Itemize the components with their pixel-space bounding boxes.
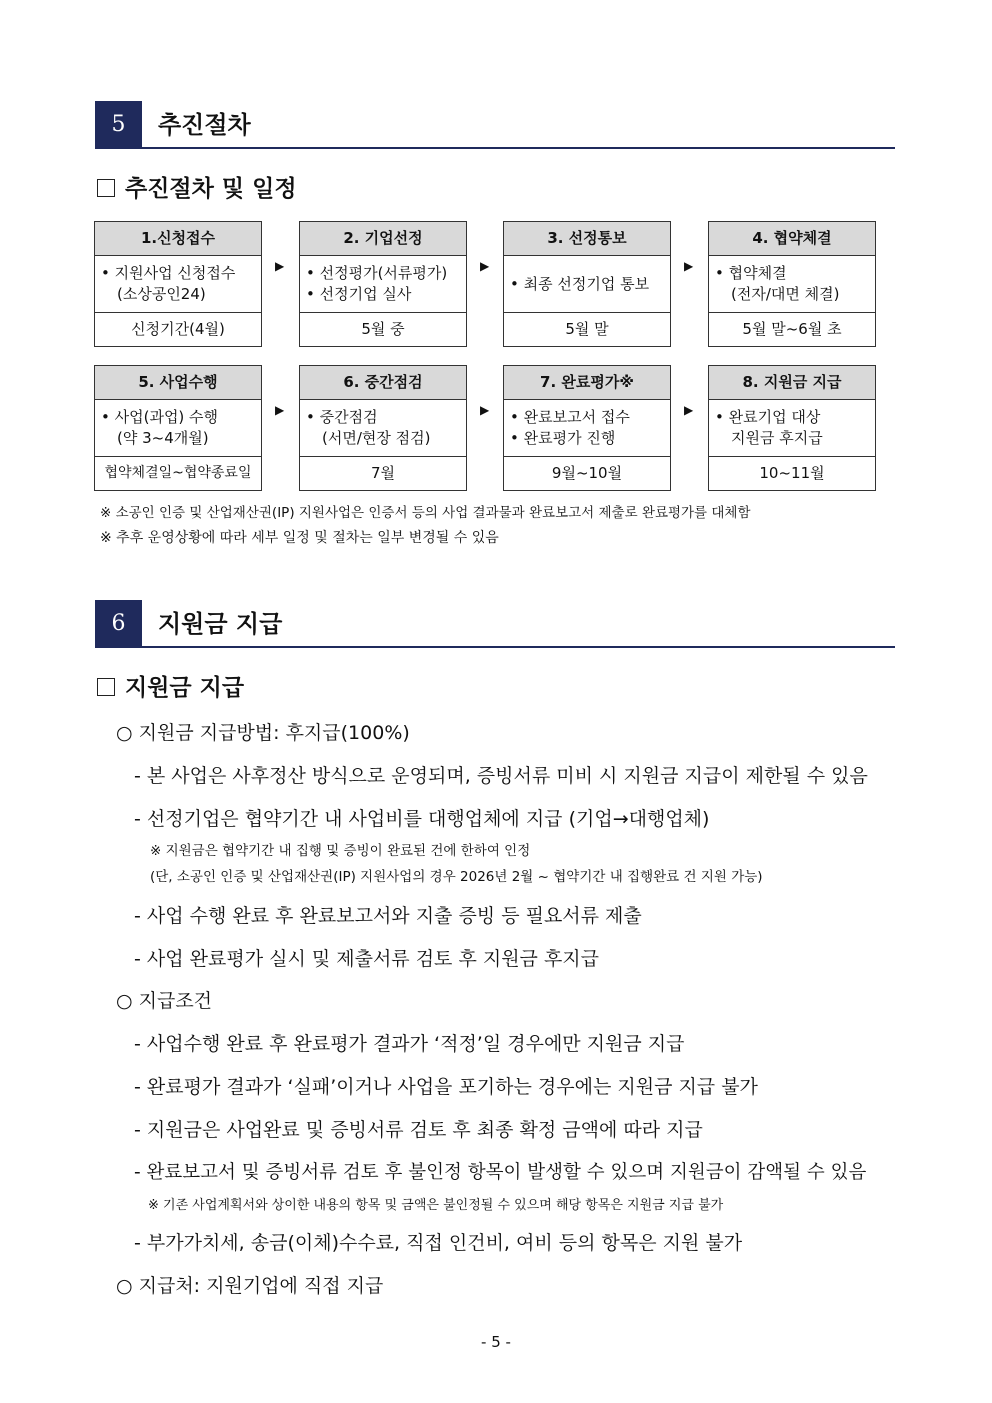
subsection-title: 지원금 지급	[125, 674, 245, 701]
list-item: - 본 사업은 사후정산 방식으로 운영되며, 증빙서류 미비 시 지원금 지급이 제한될 수 있음	[134, 765, 868, 787]
section-title: 추진절차	[158, 110, 251, 139]
step-line: (전자/대면 체결)	[731, 285, 840, 303]
list-item: - 지원금은 사업완료 및 증빙서류 검토 후 최종 확정 금액에 따라 지급	[134, 1119, 703, 1141]
step-card	[708, 365, 876, 491]
step-body	[95, 400, 261, 457]
arrow-right-icon: ▶	[275, 259, 285, 273]
section-number: 6	[95, 600, 142, 648]
step-line: (약 3~4개월)	[117, 429, 209, 447]
step-title: 2. 기업선정	[300, 222, 466, 256]
step-title: 5. 사업수행	[95, 366, 261, 400]
subsection-heading	[97, 170, 297, 203]
step-card	[299, 221, 467, 347]
section-rule	[142, 646, 895, 648]
section-5-header	[95, 101, 895, 149]
step-card	[94, 365, 262, 491]
step-period: 5월 중	[361, 320, 405, 338]
step-card	[503, 221, 671, 347]
footnote: ※ 추후 운영상황에 따라 세부 일정 및 절차는 일부 변경될 수 있음	[100, 530, 499, 546]
step-card	[299, 365, 467, 491]
step-period: 신청기간(4월)	[131, 320, 225, 338]
step-line: • 최종 선정기업 통보	[510, 274, 650, 293]
step-title: 6. 중간점검	[300, 366, 466, 400]
step-body	[709, 256, 875, 313]
section-rule	[142, 147, 895, 149]
list-item: - 사업 완료평가 실시 및 제출서류 검토 후 지원금 후지급	[134, 948, 600, 970]
step-body	[300, 256, 466, 313]
list-item: - 완료보고서 및 증빙서류 검토 후 불인정 항목이 발생할 수 있으며 지원금이 감액될 수 있음	[134, 1162, 867, 1183]
subsection-heading	[97, 669, 244, 702]
list-item: - 사업수행 완료 후 완료평가 결과가 ‘적정’일 경우에만 지원금 지급	[134, 1033, 685, 1055]
step-period: 7월	[370, 464, 396, 482]
step-period: 5월 말~6월 초	[742, 320, 842, 338]
list-item: - 완료평가 결과가 ‘실패’이거나 사업을 포기하는 경우에는 지원금 지급 불가	[134, 1076, 758, 1098]
step-card	[503, 365, 671, 491]
section-title: 지원금 지급	[158, 609, 283, 638]
step-body	[504, 256, 670, 313]
checkbox-square-icon	[97, 179, 115, 197]
list-item: - 사업 수행 완료 후 완료보고서와 지출 증빙 등 필요서류 제출	[134, 905, 642, 927]
bullet-heading: ○ 지원금 지급방법: 후지급(100%)	[116, 722, 410, 744]
step-line: • 선정기업 실사	[306, 285, 412, 303]
arrow-right-icon: ▶	[480, 403, 490, 417]
step-line: 지원금 후지급	[731, 429, 823, 447]
note-item: ※ 기존 사업계획서와 상이한 내용의 항목 및 금액은 불인정될 수 있으며 해당 항목은 지원금 지급 불가	[148, 1198, 724, 1213]
step-body	[709, 400, 875, 457]
footnote: ※ 소공인 인증 및 산업재산권(IP) 지원사업은 인증서 등의 사업 결과물과 완료보고서 제출로 완료평가를 대체함	[100, 505, 751, 521]
note-item: ※ 지원금은 협약기간 내 집행 및 증빙이 완료된 건에 한하여 인정	[150, 843, 531, 859]
step-line: • 완료기업 대상	[715, 408, 821, 426]
arrow-right-icon: ▶	[684, 259, 694, 273]
step-body	[300, 400, 466, 457]
step-line: • 지원사업 신청접수	[101, 264, 236, 282]
step-period: 9월~10월	[551, 464, 623, 482]
step-card	[94, 221, 262, 347]
step-line: • 중간점검	[306, 408, 378, 426]
step-line: • 완료보고서 접수	[510, 408, 630, 426]
step-period: 10~11월	[759, 464, 825, 482]
step-card	[708, 221, 876, 347]
subsection-title: 추진절차 및 일정	[125, 175, 297, 202]
list-item: - 부가가치세, 송금(이체)수수료, 직접 인건비, 여비 등의 항목은 지원 불가	[134, 1232, 743, 1254]
step-title: 1.신청접수	[95, 222, 261, 256]
section-6-header	[95, 600, 895, 648]
step-title: 7. 완료평가※	[504, 366, 670, 400]
step-line: • 협약체결	[715, 264, 787, 282]
arrow-right-icon: ▶	[684, 403, 694, 417]
step-period: 5월 말	[565, 320, 609, 338]
page-number: - 5 -	[481, 1333, 511, 1351]
checkbox-square-icon	[97, 678, 115, 696]
bullet-heading: ○ 지급조건	[116, 990, 213, 1012]
step-line: • 완료평가 진행	[510, 429, 616, 447]
step-body	[504, 400, 670, 457]
step-period: 협약체결일~협약종료일	[104, 465, 252, 481]
step-title: 3. 선정통보	[504, 222, 670, 256]
section-number: 5	[95, 101, 142, 149]
note-item: (단, 소공인 인증 및 산업재산권(IP) 지원사업의 경우 2026년 2월 ~ 협약기간 내 집행완료 건 지원 가능)	[150, 869, 763, 885]
step-line: (서면/현장 점검)	[322, 429, 431, 447]
arrow-right-icon: ▶	[480, 259, 490, 273]
bullet-heading: ○ 지급처: 지원기업에 직접 지급	[116, 1275, 384, 1297]
step-line: • 사업(과업) 수행	[101, 408, 219, 426]
step-line: (소상공인24)	[117, 285, 206, 303]
step-body	[95, 256, 261, 313]
arrow-right-icon: ▶	[275, 403, 285, 417]
step-line: • 선정평가(서류평가)	[306, 264, 448, 282]
step-title: 8. 지원금 지급	[709, 366, 875, 400]
list-item: - 선정기업은 협약기간 내 사업비를 대행업체에 지급 (기업→대행업체)	[134, 808, 710, 830]
step-title: 4. 협약체결	[709, 222, 875, 256]
